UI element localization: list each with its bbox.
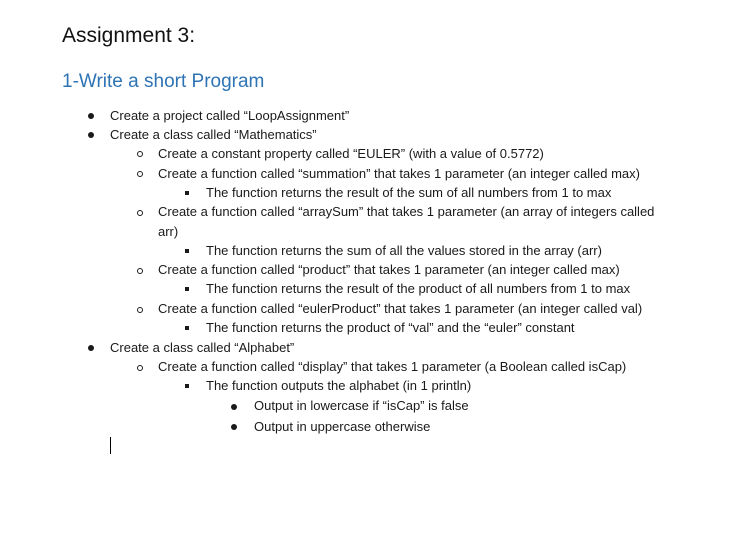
text-cursor[interactable] bbox=[110, 437, 111, 454]
list-item: The function returns the result of the product of all numbers from 1 to max bbox=[206, 281, 631, 296]
section-heading: 1-Write a short Program bbox=[62, 71, 265, 92]
list-item: The function returns the sum of all the values stored in the array (arr) bbox=[206, 243, 602, 258]
list-item: Output in lowercase if “isCap” is false bbox=[254, 398, 469, 413]
list-item: Create a project called “LoopAssignment” bbox=[110, 108, 350, 123]
bullet-circle-icon bbox=[137, 268, 143, 274]
bullet-circle-icon bbox=[137, 210, 143, 216]
bullet-circle-icon bbox=[137, 171, 143, 177]
bullet-disc-icon bbox=[88, 132, 94, 138]
bullet-square-icon bbox=[185, 249, 189, 253]
list-item: Create a class called “Alphabet” bbox=[110, 340, 295, 355]
bullet-square-icon bbox=[185, 384, 189, 388]
bullet-disc-icon bbox=[88, 345, 94, 351]
bullet-square-icon bbox=[185, 191, 189, 195]
bullet-circle-icon bbox=[137, 307, 143, 313]
bullet-disc-icon bbox=[88, 113, 94, 119]
bullet-square-icon bbox=[185, 287, 189, 291]
list-item: The function outputs the alphabet (in 1 println) bbox=[206, 378, 472, 393]
list-item: Create a function called “arraySum” that takes 1 parameter (an array of integers called bbox=[158, 204, 655, 219]
list-item: Create a constant property called “EULER” (with a value of 0.5772) bbox=[158, 146, 544, 161]
list-item: Create a function called “summation” that takes 1 parameter (an integer called max) bbox=[158, 166, 640, 181]
list-item: Create a function called “eulerProduct” that takes 1 parameter (an integer called val) bbox=[158, 301, 643, 316]
bullet-disc-icon bbox=[231, 424, 237, 430]
list-item: The function returns the result of the sum of all numbers from 1 to max bbox=[206, 185, 612, 200]
list-item-continuation: arr) bbox=[158, 224, 179, 239]
list-item: The function returns the product of “val” and the “euler” constant bbox=[206, 320, 575, 335]
list-item: Create a class called “Mathematics” bbox=[110, 127, 317, 142]
list-item: Create a function called “display” that takes 1 parameter (a Boolean called isCap) bbox=[158, 359, 627, 374]
bullet-circle-icon bbox=[137, 151, 143, 157]
list-item: Create a function called “product” that takes 1 parameter (an integer called max) bbox=[158, 262, 620, 277]
list-item: Output in uppercase otherwise bbox=[254, 419, 431, 434]
bullet-circle-icon bbox=[137, 365, 143, 371]
bullet-disc-icon bbox=[231, 404, 237, 410]
bullet-square-icon bbox=[185, 326, 189, 330]
page-title: Assignment 3: bbox=[62, 24, 196, 47]
